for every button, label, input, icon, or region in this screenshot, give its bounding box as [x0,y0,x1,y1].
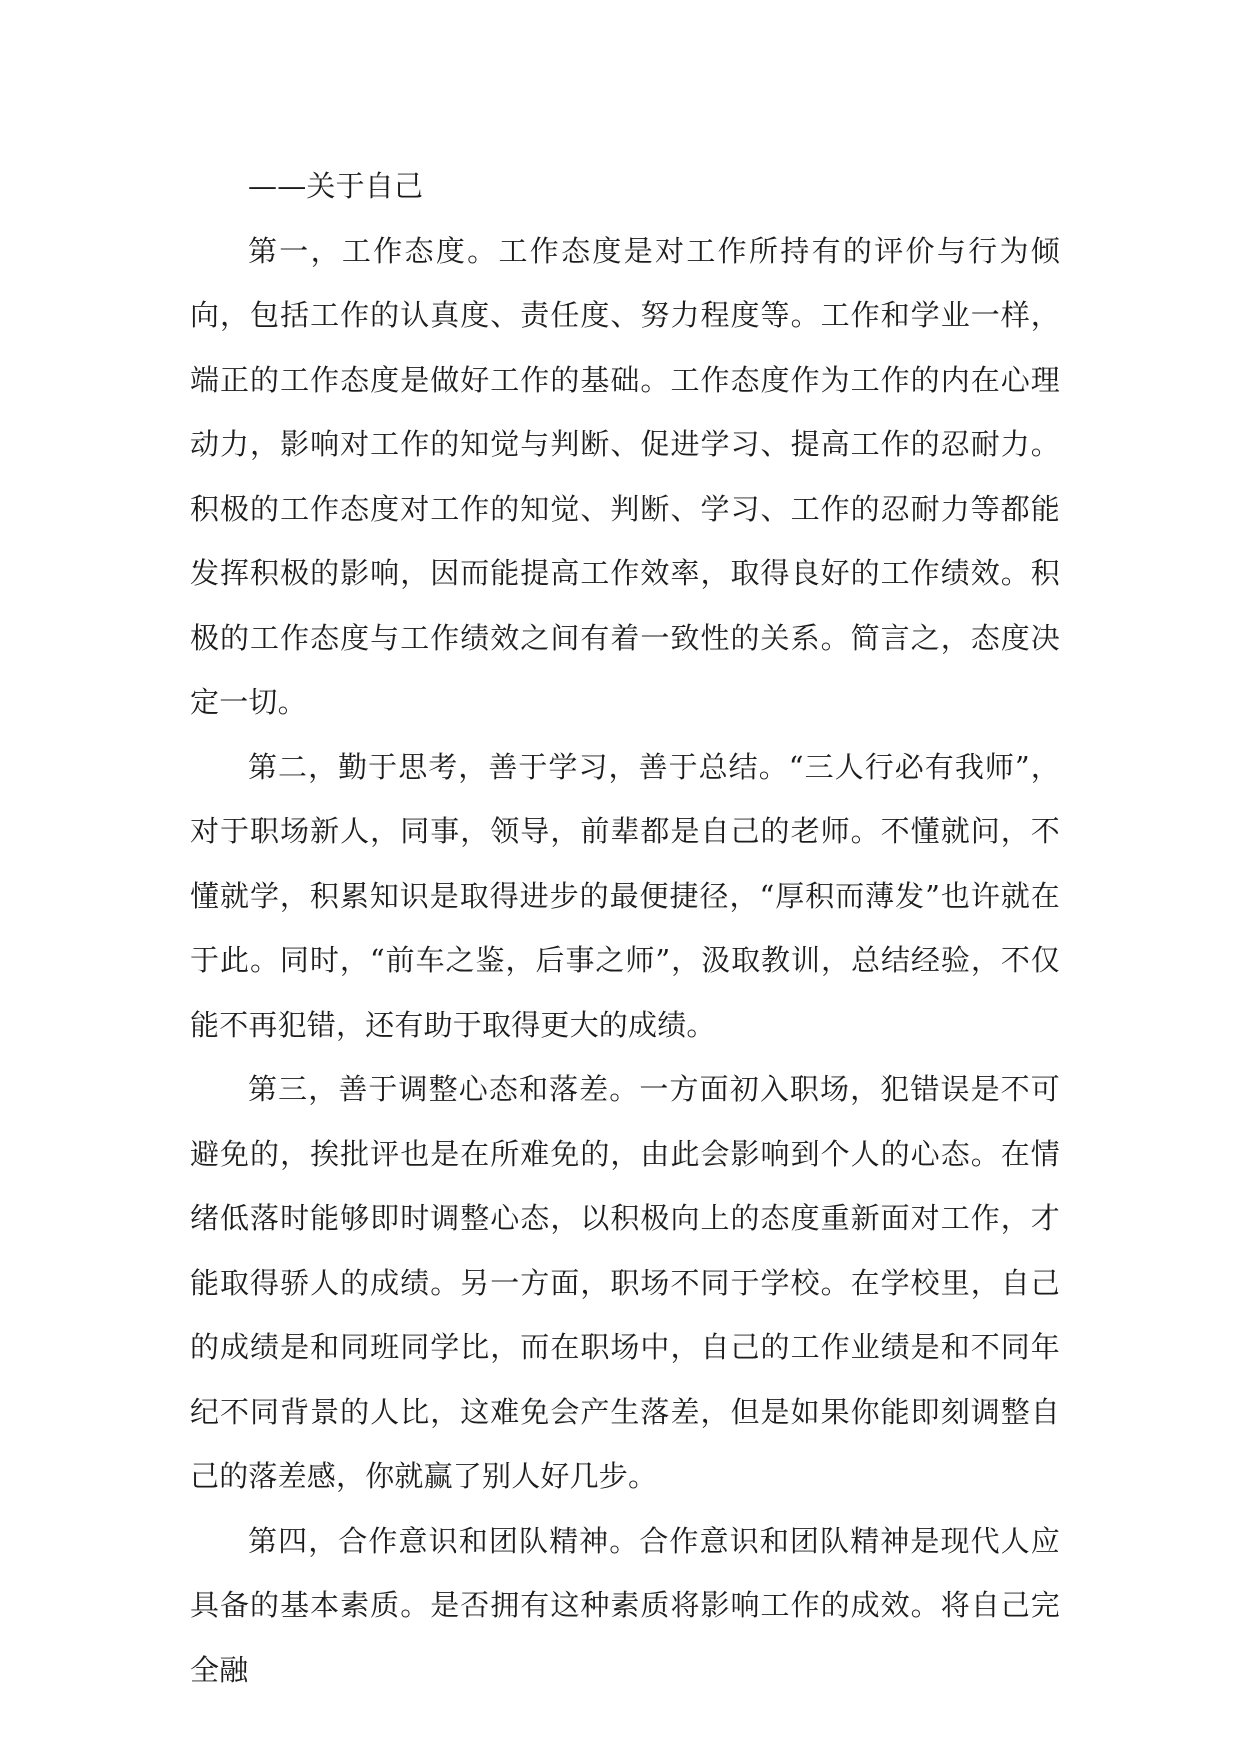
paragraph-work-attitude: 第一，工作态度。工作态度是对工作所持有的评价与行为倾向，包括工作的认真度、责任度、努力程度等。工作和学业一样，端正的工作态度是做好工作的基础。工作态度作为工作的内在心理动力，影响对工作的知觉与判断、促进学习、提高工作的忍耐力。积极的工作态度对工作的知觉、判断、学习、工作的忍耐力等都能发挥积极的影响，因而能提高工作效率，取得良好的工作绩效。积极的工作态度与工作绩效之间有着一致性的关系。简言之，态度决定一切。 [190,233,1060,719]
section-heading: ——关于自己 [248,169,424,203]
paragraph-teamwork: 第四，合作意识和团队精神。合作意识和团队精神是现代人应具备的基本素质。是否拥有这种素质将影响工作的成效。将自己完全融 [190,1523,1060,1687]
paragraph-thinking-learning: 第二，勤于思考，善于学习，善于总结。“三人行必有我师”，对于职场新人，同事，领导，前辈都是自己的老师。不懂就问，不懂就学，积累知识是取得进步的最便捷径，“厚积而薄发”也许就在于此。同时，“前车之鉴，后事之师”，汲取教训，总结经验，不仅能不再犯错，还有助于取得更大的成绩。 [190,749,1060,1042]
document-body [190,154,1060,1702]
paragraph-mindset-adjustment: 第三，善于调整心态和落差。一方面初入职场，犯错误是不可避免的，挨批评也是在所难免的，由此会影响到个人的心态。在情绪低落时能够即时调整心态，以积极向上的态度重新面对工作，才能取得骄人的成绩。另一方面，职场不同于学校。在学校里，自己的成绩是和同班同学比，而在职场中，自己的工作业绩是和不同年纪不同背景的人比，这难免会产生落差，但是如果你能即刻调整自己的落差感，你就赢了别人好几步。 [190,1072,1060,1493]
